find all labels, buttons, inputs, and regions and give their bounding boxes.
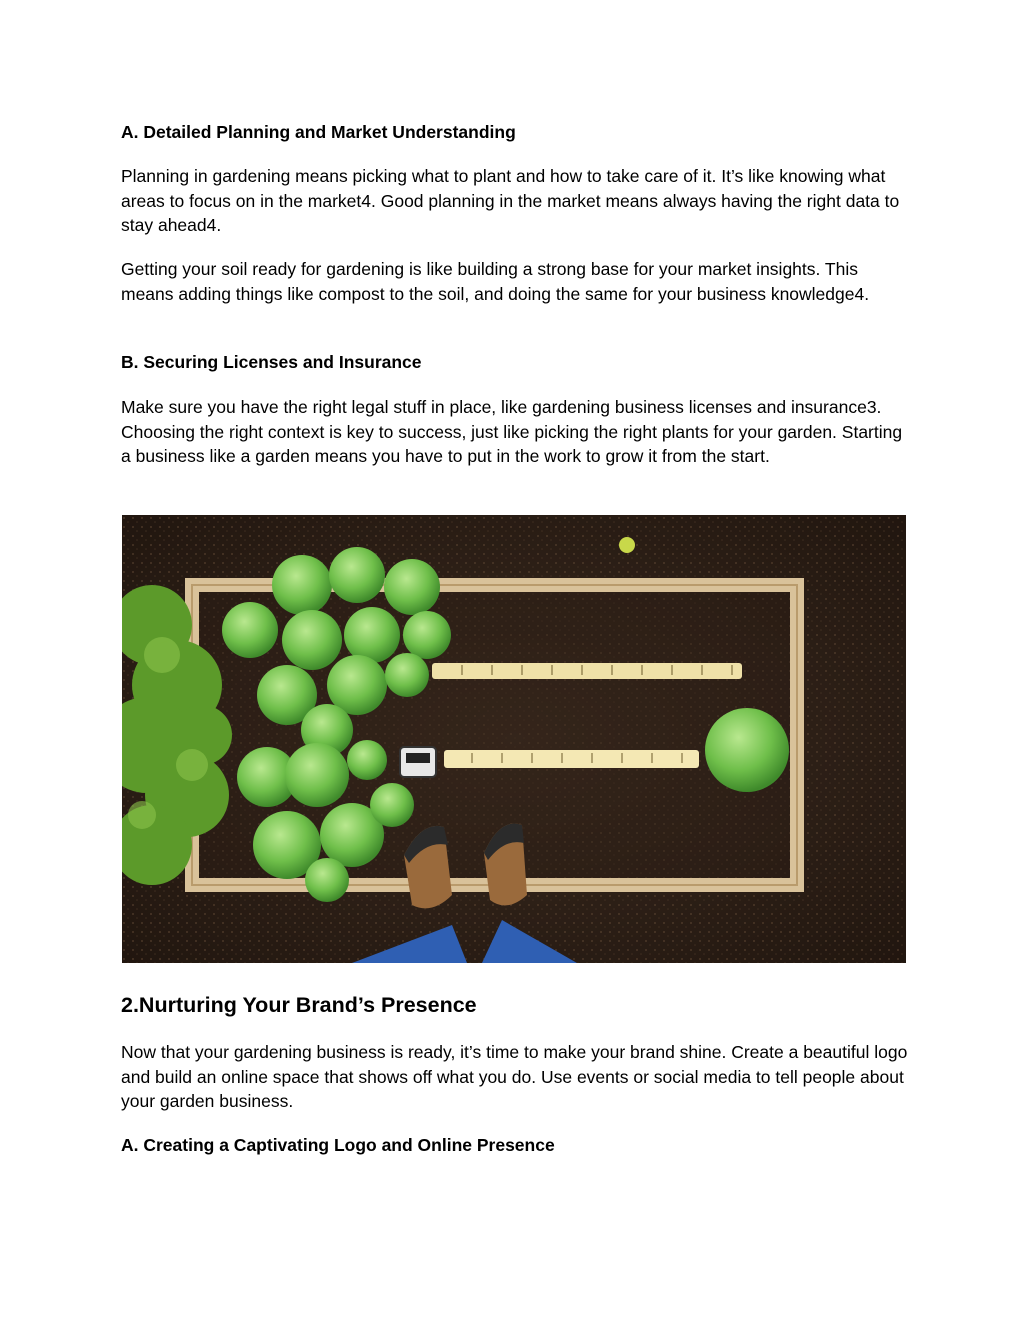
- heading-planning: A. Detailed Planning and Market Understanding: [121, 122, 516, 142]
- paragraph-licenses: Make sure you have the right legal stuff in place, like gardening business licenses and insurance3. Choosing the right context is key to success, just like picking the right plants for your garden. Starting a business like a garden means you have to put in the work to grow it from the start.: [121, 397, 903, 466]
- heading-logo: A. Creating a Captivating Logo and Online Presence: [121, 1135, 555, 1155]
- paragraph-soil: Getting your soil ready for gardening is like building a strong base for your market insights. This means adding things like compost to the soil, and doing the same for your business knowledge4.: [121, 259, 870, 304]
- paragraph-brand: Now that your gardening business is ready, it’s time to make your brand shine. Create a beautiful logo and build an online space that shows off what you do. Use events or social media to tell people about your garden business.: [121, 1042, 908, 1111]
- garden-bed-photo: [122, 515, 906, 963]
- paragraph-planning: Planning in gardening means picking what to plant and how to take care of it. It’s like knowing what areas to focus on in the market4. Good planning in the market means always having the right data to stay ahead4.: [121, 166, 900, 235]
- heading-licenses: B. Securing Licenses and Insurance: [121, 352, 422, 372]
- section-2-title: 2.Nurturing Your Brand’s Presence: [121, 993, 477, 1017]
